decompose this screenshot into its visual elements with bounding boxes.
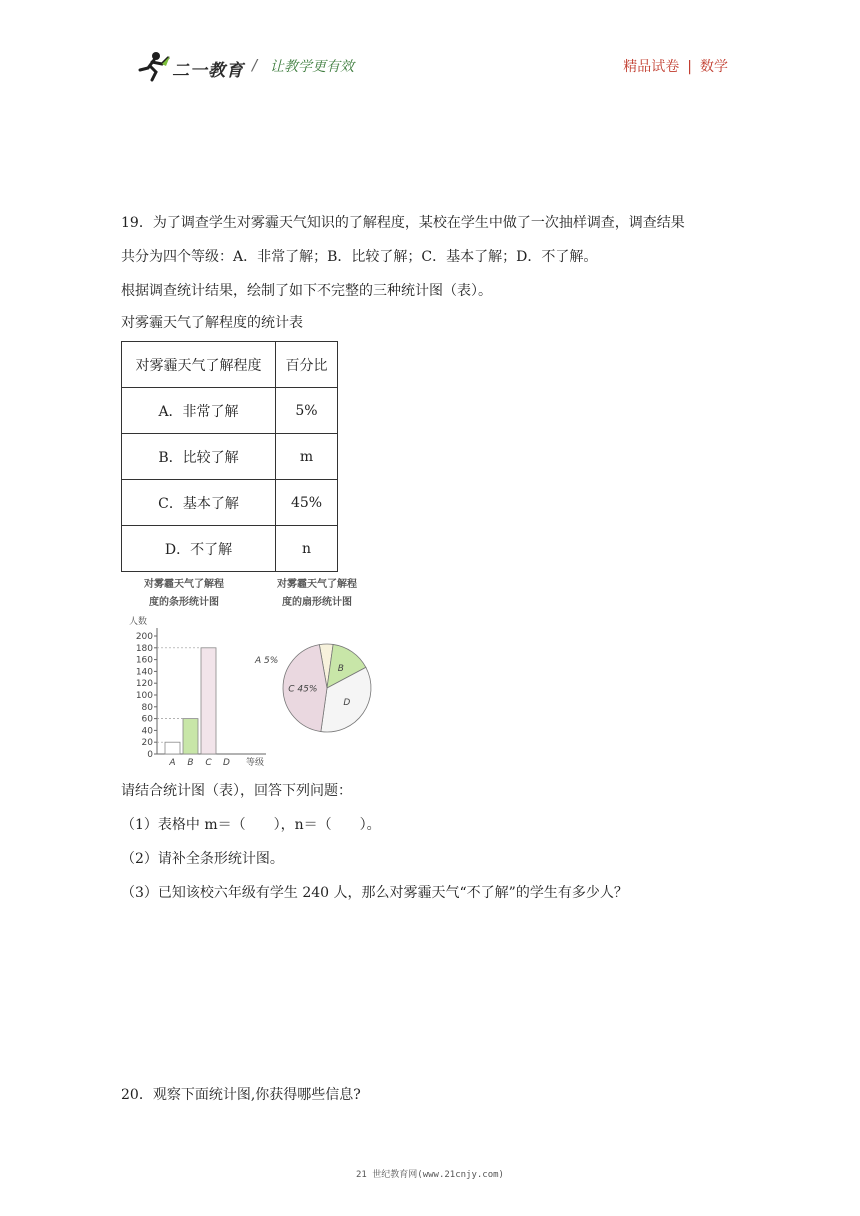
logo-runner-icon [136,50,172,82]
logo-slash: / [252,56,258,74]
header-label-exam: 精品试卷 [623,59,680,75]
table-cell: B．比较了解 [122,434,276,480]
table-title: 对雾霾天气了解程度的统计表 [121,315,303,331]
pie-label-A: A 5% [255,656,279,666]
table-cell: D．不了解 [122,526,276,572]
pie-label-B: B [337,664,344,675]
bar-y-tick-label: 100 [135,691,153,701]
bar-y-tick-label: 60 [141,714,153,725]
table-header-cell: 百分比 [276,342,338,388]
bar-xlabel: 等级 [246,758,265,768]
charts-figure [121,572,381,772]
q19-sub2: （2）请补全条形统计图。 [121,851,284,867]
table-row [122,526,338,572]
bar-y-tick-label: 180 [135,643,153,654]
bar-y-tick-label: 80 [141,702,153,713]
bar-y-tick-label: 140 [135,667,153,678]
table-cell: C．基本了解 [122,480,276,526]
bar-y-tick-label: 200 [135,632,153,642]
table-cell: A．非常了解 [122,388,276,434]
bar-x-tick-label: B [187,758,194,768]
q19-prompt: 请结合统计图（表），回答下列问题： [121,783,352,799]
table-header-cell: 对雾霾天气了解程度 [122,342,276,388]
table-row [122,480,338,526]
pie-label-D: D [343,697,351,708]
q19-line3: 根据调查统计结果，绘制了如下不完整的三种统计图（表）。 [121,283,492,299]
q20-line1: 20．观察下面统计图,你获得哪些信息? [121,1087,361,1103]
q19-sub1: （1）表格中 m＝（ ），n＝（ ）。 [121,817,381,833]
table-cell: 5% [276,388,338,434]
bar-chart [136,628,266,768]
table-cell: 45% [276,480,338,526]
bar-y-tick-label: 0 [147,750,153,760]
bar-C [201,648,216,754]
bar-x-tick-label: D [223,758,230,768]
bar-y-tick-label: 20 [141,738,153,749]
table-header-row [122,342,338,388]
q19-line1: 19．为了调查学生对雾霾天气知识的了解程度，某校在学生中做了一次抽样调查，调查结果 [121,215,685,231]
pie-label-C: C 45% [288,684,318,695]
bar-y-tick-label: 120 [135,679,153,690]
header-right [623,56,728,76]
q19-line2: 共分为四个等级：A．非常了解；B．比较了解；C．基本了解；D．不了解。 [121,249,598,265]
logo-text: 二一教育 [172,61,244,81]
bar-ylabel: 人数 [129,617,148,627]
bar-x-tick-label: A [169,758,176,768]
q19-sub3: （3）已知该校六年级有学生 240 人，那么对雾霾天气“不了解”的学生有多少人？ [121,885,628,901]
logo-slogan: 让教学更有效 [270,59,354,75]
table-row [122,434,338,480]
table-cell: m [276,434,338,480]
table-cell: n [276,526,338,572]
bar-x-tick-label: C [205,758,212,768]
table-row [122,388,338,434]
bar-chart-title-1: 对雾霾天气了解程 [144,579,224,590]
header-separator: | [687,59,692,75]
pie-chart-title-2: 度的扇形统计图 [282,597,352,608]
pie-chart-title-1: 对雾霾天气了解程 [277,579,357,590]
pie-chart [254,644,371,732]
bar-y-tick-label: 160 [135,655,153,666]
bar-A [165,742,180,754]
stats-table [121,341,338,572]
bar-y-tick-label: 40 [141,726,153,737]
footer: 21 世纪教育网(www.21cnjy.com) [356,1170,504,1180]
bar-chart-title-2: 度的条形统计图 [149,597,219,608]
header-label-subject: 数学 [700,59,728,75]
bar-B [183,719,198,754]
